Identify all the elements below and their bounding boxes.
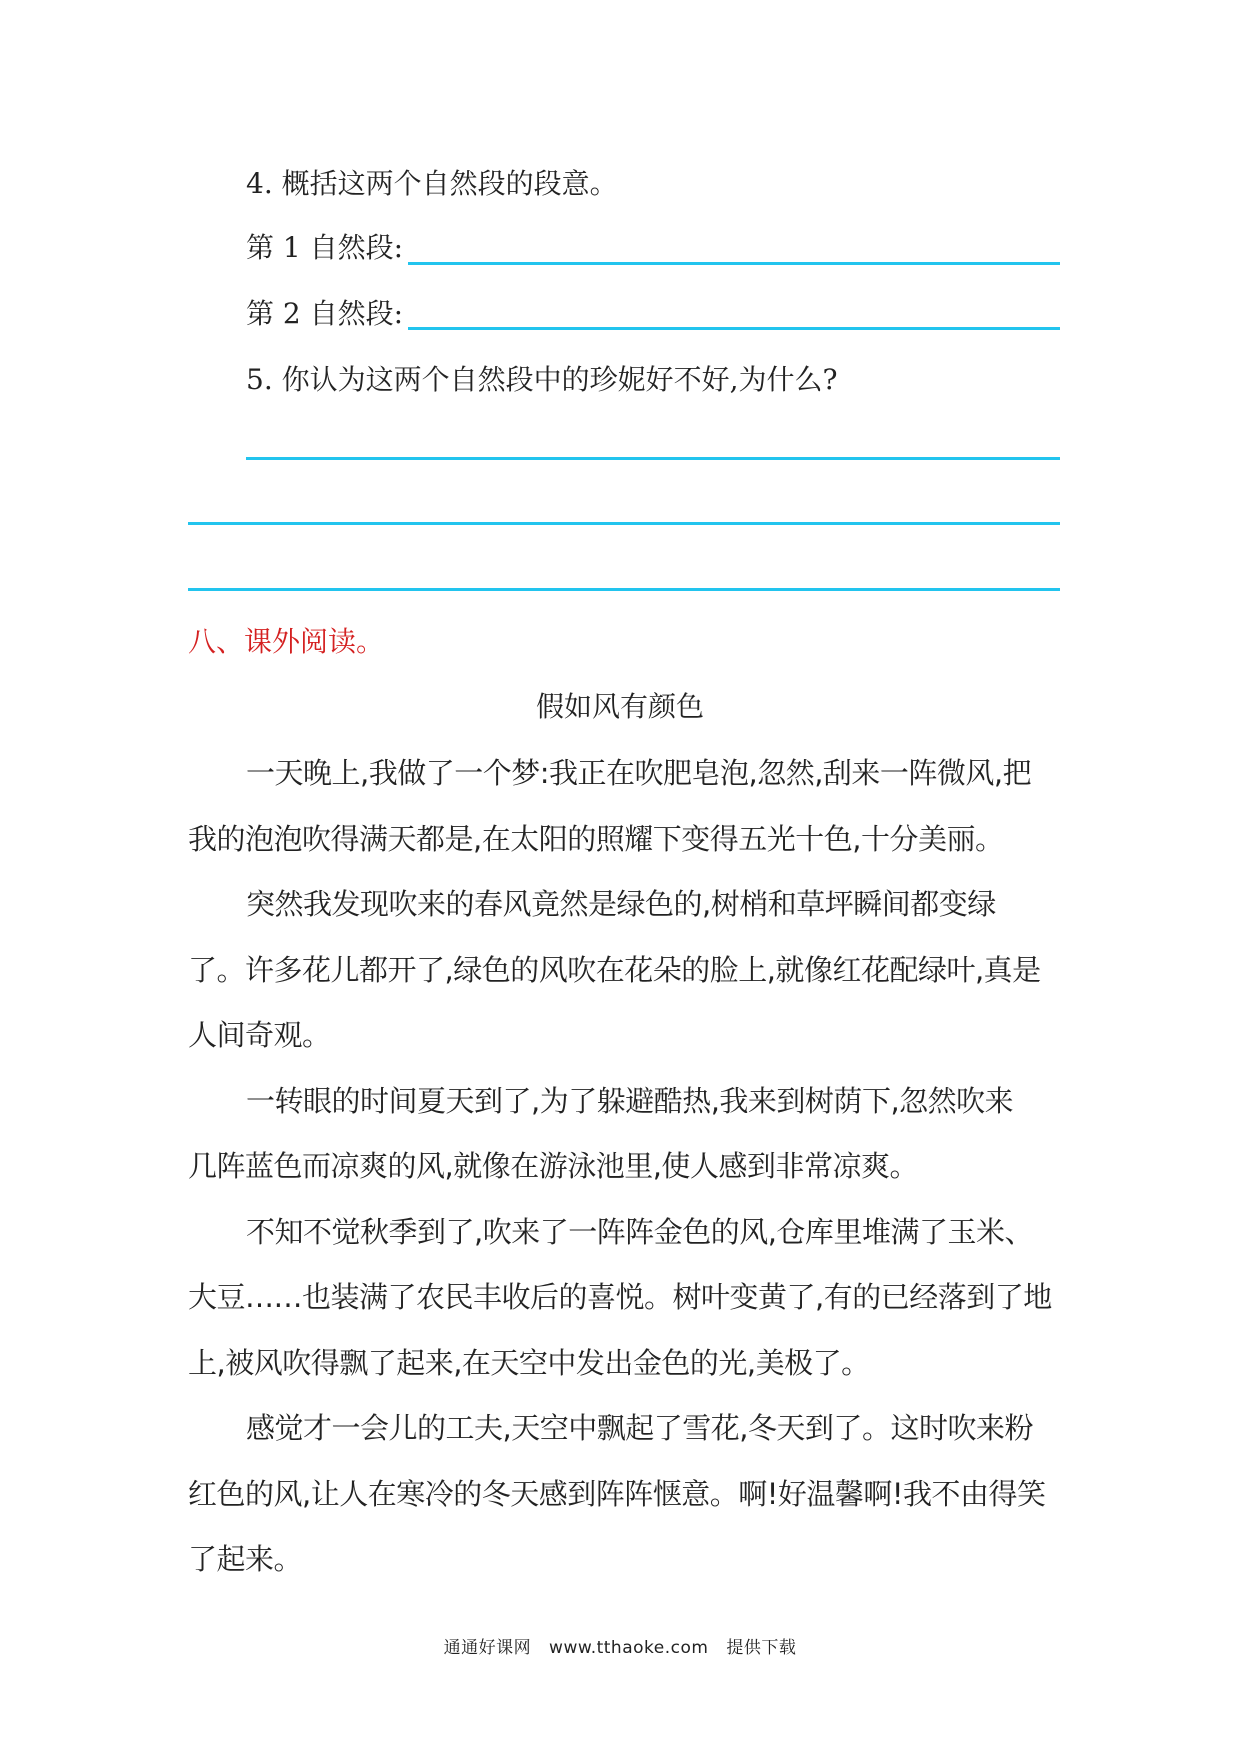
answer-line-paragraph-2[interactable] [408, 327, 1060, 330]
passage-line: 我的泡泡吹得满天都是,在太阳的照耀下变得五光十色,十分美丽。 [188, 822, 1004, 856]
passage-line: 了起来。 [188, 1542, 303, 1576]
question-4-paragraph-1-label: 第 1 自然段: [246, 231, 404, 264]
question-5: 5. 你认为这两个自然段中的珍妮好不好,为什么? [246, 363, 838, 396]
passage-line: 突然我发现吹来的春风竟然是绿色的,树梢和草坪瞬间都变绿 [246, 887, 996, 921]
passage-line: 红色的风,让人在寒冷的冬天感到阵阵惬意。啊!好温馨啊!我不由得笑 [188, 1477, 1046, 1511]
passage-line: 几阵蓝色而凉爽的风,就像在游泳池里,使人感到非常凉爽。 [188, 1149, 918, 1183]
passage-line: 了。许多花儿都开了,绿色的风吹在花朵的脸上,就像红花配绿叶,真是 [188, 953, 1041, 987]
answer-line-paragraph-1[interactable] [408, 262, 1060, 265]
passage-line: 人间奇观。 [188, 1018, 331, 1052]
section-heading: 八、课外阅读。 [188, 625, 385, 658]
page-footer [0, 1633, 1240, 1658]
question-4: 4. 概括这两个自然段的段意。 [246, 167, 618, 200]
passage-line: 不知不觉秋季到了,吹来了一阵阵金色的风,仓库里堆满了玉米、 [246, 1215, 1033, 1249]
answer-line-q5-3[interactable] [188, 588, 1060, 591]
question-4-paragraph-2-label: 第 2 自然段: [246, 297, 404, 330]
passage-line: 上,被风吹得飘了起来,在天空中发出金色的光,美极了。 [188, 1346, 870, 1380]
answer-line-q5-1[interactable] [246, 457, 1060, 460]
footer-suffix: 提供下载 [726, 1638, 797, 1658]
passage-title: 假如风有颜色 [535, 690, 704, 723]
passage-line: 大豆……也装满了农民丰收后的喜悦。树叶变黄了,有的已经落到了地 [188, 1280, 1052, 1314]
footer-url[interactable]: www.tthaoke.com [549, 1638, 709, 1658]
footer-site-name: 通通好课网 [443, 1638, 532, 1658]
passage-line: 感觉才一会儿的工夫,天空中飘起了雪花,冬天到了。这时吹来粉 [246, 1411, 1033, 1445]
answer-line-q5-2[interactable] [188, 522, 1060, 525]
passage-line: 一转眼的时间夏天到了,为了躲避酷热,我来到树荫下,忽然吹来 [246, 1084, 1014, 1118]
passage-line: 一天晚上,我做了一个梦:我正在吹肥皂泡,忽然,刮来一阵微风,把 [246, 756, 1032, 790]
